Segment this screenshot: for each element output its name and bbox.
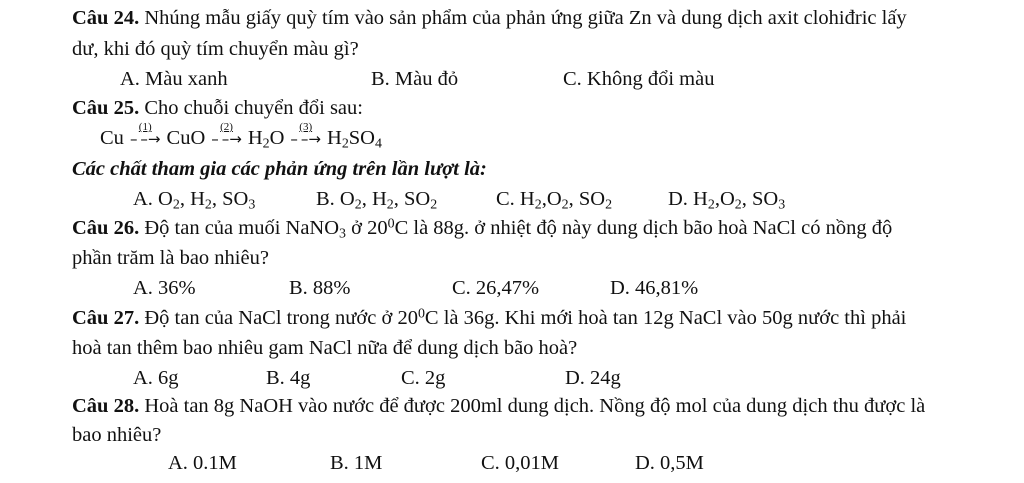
chain-h2o <box>247 127 285 152</box>
q26-sub: 3 <box>339 226 347 242</box>
q26-option-a: A. 36% <box>133 277 196 299</box>
h2so4-sub-4: 4 <box>375 136 382 152</box>
q24-text-1: Nhúng mẫu giấy quỳ tím vào sản phẩm của phản ứng giữa Zn và dung dịch axit clohiđric lấy <box>139 7 907 29</box>
q26-text-2: phần trăm là bao nhiêu? <box>72 247 269 269</box>
q24-line-1 <box>72 6 907 30</box>
q26-text-1b: ở 20 <box>346 217 388 239</box>
q26-line-1 <box>72 216 892 240</box>
q27-option-b: B. 4g <box>266 367 311 389</box>
q28-text-2: bao nhiêu? <box>72 424 162 446</box>
q25-label: Câu 25. <box>72 97 140 119</box>
q27-option-a: A. 6g <box>133 367 179 389</box>
q27-text-2: hoà tan thêm bao nhiêu gam NaCl nữa để dung dịch bão hoà? <box>72 337 578 359</box>
q24-option-a: A. Màu xanh <box>120 68 228 90</box>
q27-line-1 <box>72 306 906 330</box>
q26-option-b: B. 88% <box>289 277 351 299</box>
arrow-1-icon: – –→ (1) <box>130 127 161 151</box>
q24-text-2: dư, khi đó quỳ tím chuyển màu gì? <box>72 38 359 60</box>
q27-option-d: D. 24g <box>565 367 621 389</box>
q25-question: Các chất tham gia các phản ứng trên lần lượt là: <box>72 158 487 180</box>
cutoff-next-line <box>72 472 972 483</box>
h2so4-so: SO <box>348 127 375 149</box>
h2so4-sub-2: 2 <box>341 136 349 152</box>
q24-option-b: B. Màu đỏ <box>371 68 459 90</box>
q28-label: Câu 28. <box>72 395 140 417</box>
chain-cu: Cu <box>100 127 124 149</box>
q25-reaction-chain <box>100 121 382 152</box>
q28-line-1 <box>72 394 925 418</box>
q25-option-d: D. $H_2,O_2$, $SO_3$ <box>668 188 786 213</box>
q26-option-c: C. 26,47% <box>452 277 540 299</box>
step-3-label: (3) <box>299 121 313 133</box>
q26-text-1a: Độ tan của muối NaNO <box>139 217 340 239</box>
q24-label: Câu 24. <box>72 7 140 29</box>
q25-option-c: C. $H_2,O_2$, $SO_2$ <box>496 188 613 213</box>
q26-label: Câu 26. <box>72 217 140 239</box>
h2o-o: O <box>269 127 285 149</box>
q26-text-1c: C là 88g. ở nhiệt độ này dung dịch bão hoà NaCl có nồng độ <box>394 217 893 239</box>
q25-line-1 <box>72 96 363 120</box>
q26-sup: 0 <box>387 216 395 232</box>
q27-label: Câu 27. <box>72 307 140 329</box>
step-1-label: (1) <box>138 121 152 133</box>
h2o-sub: 2 <box>262 136 270 152</box>
arrow-2-icon: – –→ (2) <box>211 127 242 151</box>
h2o-h: H <box>247 127 263 149</box>
step-2-label: (2) <box>220 121 233 133</box>
arrow-3-icon: – –→ (3) <box>290 127 321 151</box>
chain-h2so4 <box>327 127 382 152</box>
h2so4-h: H <box>327 127 342 149</box>
q24-option-c: C. Không đổi màu <box>563 68 715 90</box>
q28-option-c: C. 0,01M <box>481 452 560 474</box>
q28-option-b: B. 1M <box>330 452 383 474</box>
q25-option-b: B. $O_2$, $H_2$, $SO_2$ <box>316 188 438 213</box>
q25-option-a: A. $O_2$, $H_2$, $SO_3$ <box>133 188 256 213</box>
chain-cuo: CuO <box>166 127 206 149</box>
q26-option-d: D. 46,81% <box>610 277 699 299</box>
q27-sup: 0 <box>417 306 425 322</box>
q28-option-d: D. 0,5M <box>635 452 704 474</box>
q28-text-1: Hoà tan 8g NaOH vào nước để được 200ml dung dịch. Nồng độ mol của dung dịch thu được là <box>139 395 926 417</box>
q25-text: Cho chuỗi chuyển đổi sau: <box>139 97 363 119</box>
q27-option-c: C. 2g <box>401 367 446 389</box>
q27-text-1b: C là 36g. Khi mới hoà tan 12g NaCl vào 50g nước thì phải <box>424 307 907 329</box>
q27-text-1a: Độ tan của NaCl trong nước ở 20 <box>139 307 418 329</box>
q28-option-a: A. 0.1M <box>168 452 237 474</box>
